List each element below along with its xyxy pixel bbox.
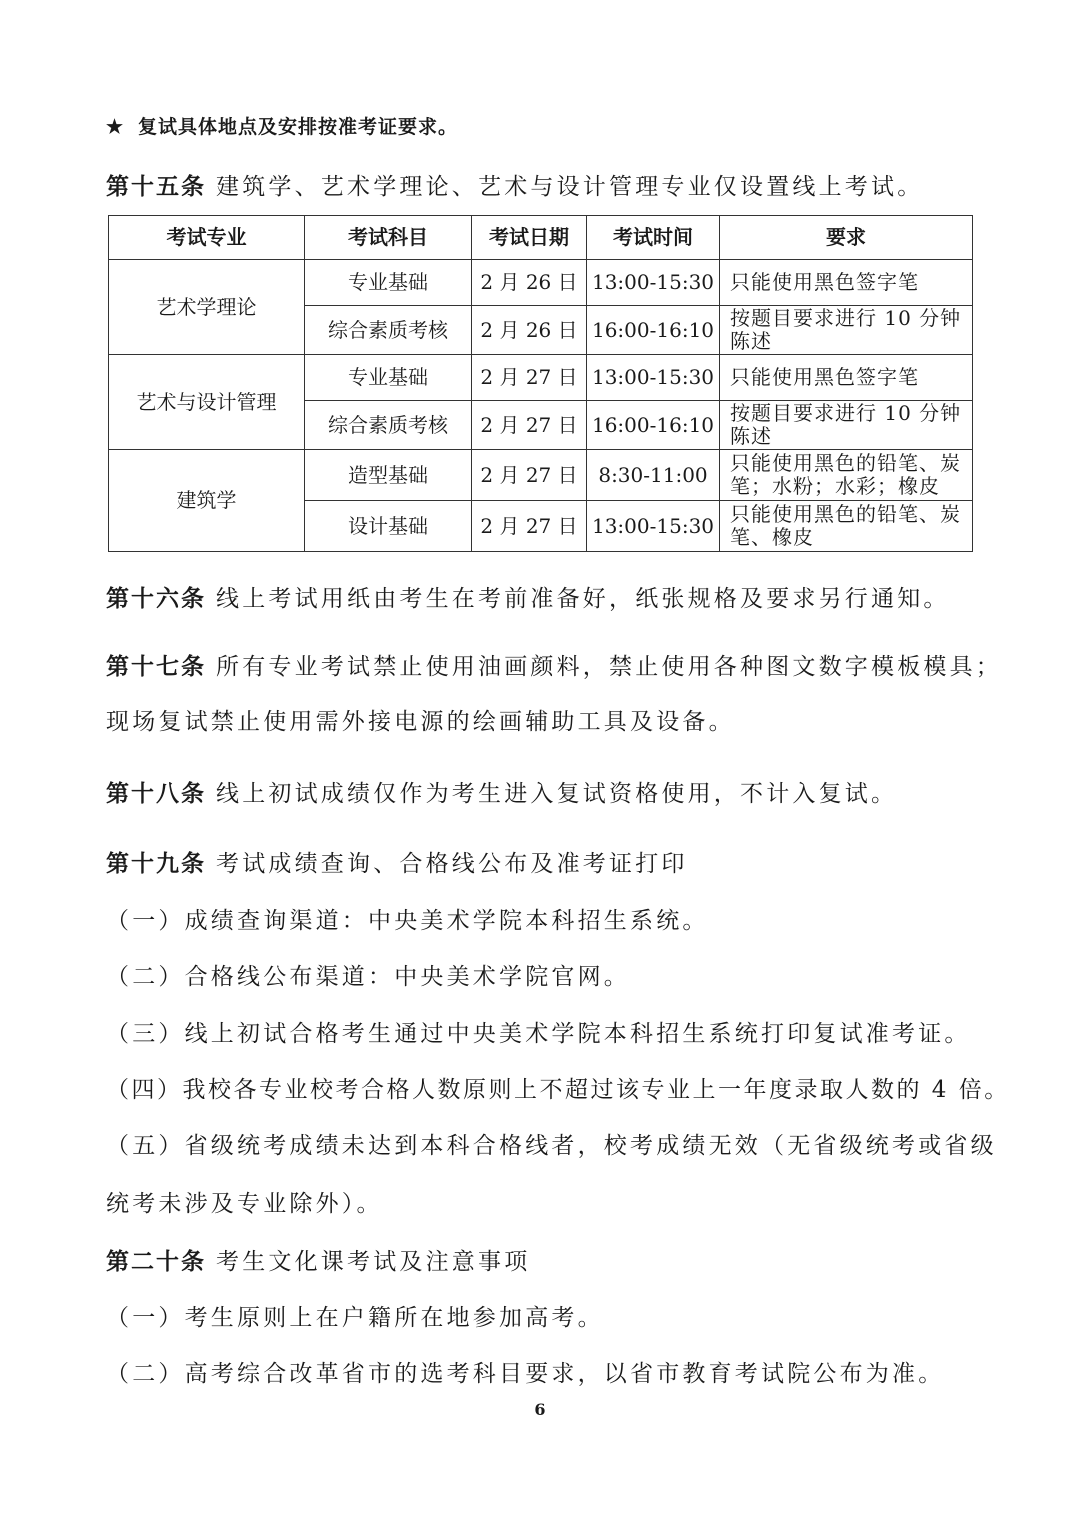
subject-cell: 造型基础 [305, 450, 472, 501]
article-17-text-2: 现场复试禁止使用需外接电源的绘画辅助工具及设备。 [106, 709, 735, 735]
time-cell: 16:00-16:10 [587, 401, 720, 450]
article-19 [106, 852, 688, 876]
requirement-cell: 只能使用黑色签字笔 [720, 355, 973, 401]
time-cell: 16:00-16:10 [587, 306, 720, 355]
list-item: （一）成绩查询渠道：中央美术学院本科招生系统。 [106, 908, 709, 934]
header-requirement: 要求 [720, 216, 973, 260]
date-cell: 2 月 26 日 [472, 306, 587, 355]
article-15 [106, 175, 923, 199]
header-subject: 考试科目 [305, 216, 472, 260]
date-cell: 2 月 26 日 [472, 260, 587, 306]
page-number: 6 [534, 1400, 546, 1419]
subject-cell: 专业基础 [305, 260, 472, 306]
article-19-text: 考试成绩查询、合格线公布及准考证打印 [216, 851, 688, 877]
list-item: （四）我校各专业校考合格人数原则上不超过该专业上一年度录取人数的 4 倍。 [106, 1077, 1010, 1103]
article-17-text: 所有专业考试禁止使用油画颜料，禁止使用各种图文数字模板模具； [216, 654, 1002, 680]
list-item: （二）高考综合改革省市的选考科目要求，以省市教育考试院公布为准。 [106, 1361, 945, 1387]
star-icon: ★ [106, 116, 125, 138]
subject-cell: 专业基础 [305, 355, 472, 401]
article-18 [106, 782, 897, 806]
requirement-cell: 按题目要求进行 10 分钟陈述 [720, 401, 973, 450]
header-date: 考试日期 [472, 216, 587, 260]
requirement-cell: 只能使用黑色签字笔 [720, 260, 973, 306]
article-17-continued [106, 711, 735, 734]
major-cell: 艺术与设计管理 [109, 355, 305, 450]
article-16 [106, 587, 950, 611]
header-time: 考试时间 [587, 216, 720, 260]
list-item: （三）线上初试合格考生通过中央美术学院本科招生系统打印复试准考证。 [106, 1021, 971, 1047]
article-18-label: 第十八条 [106, 780, 206, 807]
header-major: 考试专业 [109, 216, 305, 260]
date-cell: 2 月 27 日 [472, 401, 587, 450]
subject-cell: 综合素质考核 [305, 401, 472, 450]
time-cell: 13:00-15:30 [587, 501, 720, 552]
subject-cell: 综合素质考核 [305, 306, 472, 355]
date-cell: 2 月 27 日 [472, 450, 587, 501]
note-line [106, 112, 458, 139]
date-cell: 2 月 27 日 [472, 501, 587, 552]
time-cell: 8:30-11:00 [587, 450, 720, 501]
exam-schedule-table [108, 215, 973, 552]
article-16-text: 线上考试用纸由考生在考前准备好，纸张规格及要求另行通知。 [216, 586, 950, 612]
list-item: （一）考生原则上在户籍所在地参加高考。 [106, 1305, 604, 1331]
article-16-label: 第十六条 [106, 585, 206, 612]
article-20-text: 考生文化课考试及注意事项 [216, 1249, 531, 1275]
major-cell: 艺术学理论 [109, 260, 305, 355]
requirement-cell: 只能使用黑色的铅笔、炭笔；水粉；水彩；橡皮 [720, 450, 973, 501]
list-item: （五）省级统考成绩未达到本科合格线者，校考成绩无效（无省级统考或省级 [106, 1133, 997, 1159]
article-15-label: 第十五条 [106, 173, 206, 200]
list-item: （二）合格线公布渠道：中央美术学院官网。 [106, 964, 630, 990]
list-item-continued: 统考未涉及专业除外）。 [106, 1191, 383, 1217]
time-cell: 13:00-15:30 [587, 260, 720, 306]
time-cell: 13:00-15:30 [587, 355, 720, 401]
major-cell: 建筑学 [109, 450, 305, 552]
article-17-label: 第十七条 [106, 653, 206, 680]
article-17 [106, 655, 1002, 679]
requirement-cell: 按题目要求进行 10 分钟陈述 [720, 306, 973, 355]
table-row [109, 355, 973, 401]
article-15-text: 建筑学、艺术学理论、艺术与设计管理专业仅设置线上考试。 [216, 174, 924, 200]
article-18-text: 线上初试成绩仅作为考生进入复试资格使用，不计入复试。 [216, 781, 898, 807]
article-20 [106, 1250, 530, 1274]
article-19-label: 第十九条 [106, 850, 206, 877]
article-20-label: 第二十条 [106, 1248, 206, 1275]
table-row [109, 450, 973, 501]
date-cell: 2 月 27 日 [472, 355, 587, 401]
table-row [109, 260, 973, 306]
table-header-row [109, 216, 973, 260]
requirement-cell: 只能使用黑色的铅笔、炭笔、橡皮 [720, 501, 973, 552]
subject-cell: 设计基础 [305, 501, 472, 552]
note-text: 复试具体地点及安排按准考证要求。 [138, 116, 459, 138]
